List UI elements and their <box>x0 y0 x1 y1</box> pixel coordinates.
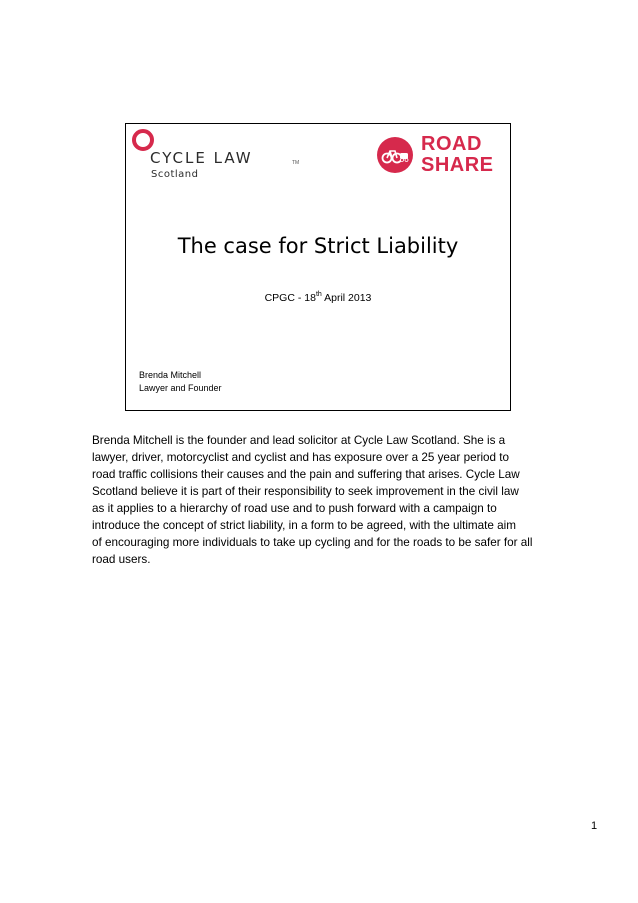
presenter-role: Lawyer and Founder <box>139 383 222 393</box>
notes-line: Brenda Mitchell is the founder and lead solicitor at Cycle Law Scotland. She is a <box>92 434 506 447</box>
road-share-logo <box>377 131 511 177</box>
slide-title: The case for Strict Liability <box>177 234 459 258</box>
date-suffix: April 2013 <box>321 292 372 304</box>
notes-line: lawyer, driver, motorcyclist and cyclist and has exposure over a 25 year period to <box>92 451 510 464</box>
notes-line: as it applies to a hierarchy of road use and to push forward with a campaign to <box>92 502 497 515</box>
page-number: 1 <box>591 820 598 832</box>
date-superscript: th <box>315 291 322 298</box>
logo-ring-icon <box>132 129 154 151</box>
logo-share-text: SHARE <box>421 154 494 176</box>
logo-wordmark: CYCLE LAW <box>150 149 253 167</box>
logo-road-text: ROAD <box>421 133 482 155</box>
notes-line: Scotland believe it is part of their responsibility to seek improvement in the civil law <box>92 485 519 498</box>
presenter-name: Brenda Mitchell <box>139 370 202 380</box>
cycle-law-scotland-logo <box>130 129 300 179</box>
notes-line: road users. <box>92 553 151 566</box>
date-prefix: CPGC - 18 <box>264 292 316 304</box>
slide-thumbnail <box>125 123 511 411</box>
presenter-block <box>139 369 222 395</box>
slide-date <box>126 292 510 304</box>
bicycle-car-icon <box>377 137 413 173</box>
notes-line: introduce the concept of strict liability, in a form to be agreed, with the ultimate aim <box>92 519 516 532</box>
logo-region: Scotland <box>151 169 199 180</box>
notes-line: of encouraging more individuals to take up cycling and for the roads to be safer for all <box>92 536 533 549</box>
notes-line: road traffic collisions their causes and the pain and suffering that arises. Cycle Law <box>92 468 520 481</box>
logo-trademark: TM <box>292 160 300 166</box>
speaker-notes <box>92 432 552 568</box>
